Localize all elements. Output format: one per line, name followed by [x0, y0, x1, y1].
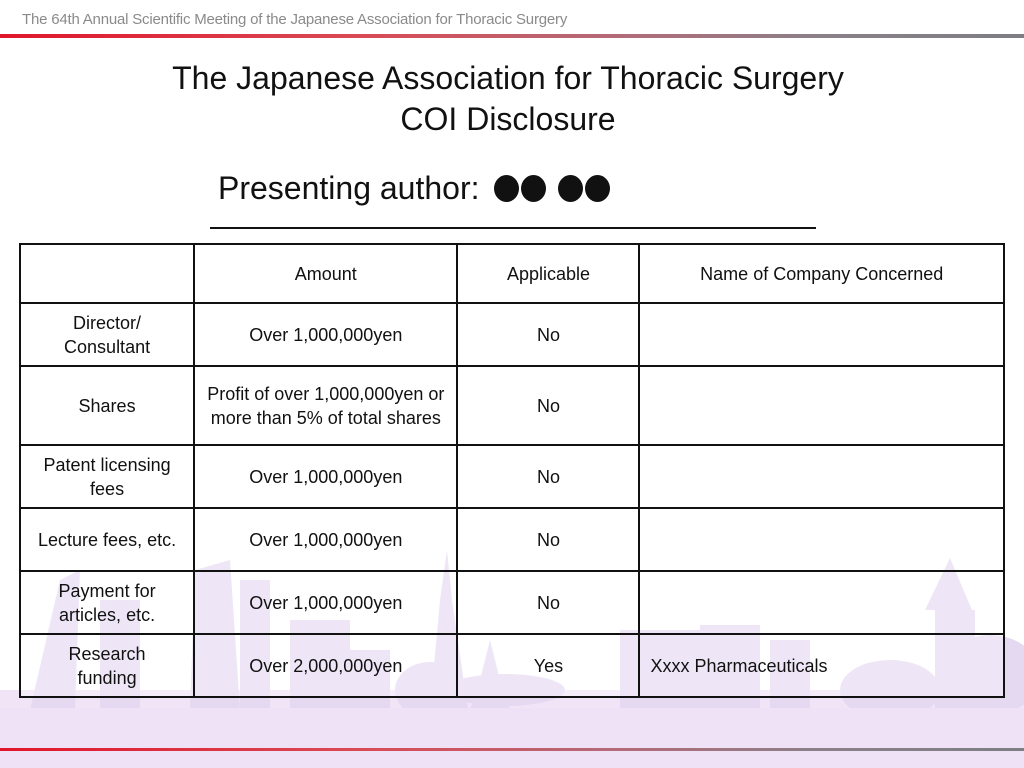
applicable-cell: No — [457, 571, 639, 634]
conference-header: The 64th Annual Scientific Meeting of the Japanese Association for Thoracic Surgery — [22, 11, 568, 28]
company-cell: Xxxx Pharmaceuticals — [639, 634, 1004, 697]
presenting-author-label: Presenting author: — [218, 170, 480, 206]
company-cell — [639, 366, 1004, 445]
applicable-cell: No — [457, 366, 639, 445]
table-row — [20, 571, 1004, 634]
table-row — [20, 508, 1004, 571]
company-cell — [639, 508, 1004, 571]
header-cell-company: Name of Company Concerned — [639, 244, 1004, 303]
header-cell-amount: Amount — [194, 244, 457, 303]
header-cell-applicable: Applicable — [457, 244, 639, 303]
coi-disclosure-table — [19, 243, 1005, 698]
category-cell: Director/ Consultant — [20, 303, 194, 366]
footer-accent-rule — [0, 748, 1024, 751]
placeholder-dot-icon — [585, 175, 610, 202]
applicable-cell: No — [457, 303, 639, 366]
table-header-row — [20, 244, 1004, 303]
amount-cell: Over 1,000,000yen — [194, 571, 457, 634]
table-row — [20, 634, 1004, 697]
applicable-cell: Yes — [457, 634, 639, 697]
amount-cell: Profit of over 1,000,000yen or more than 5% of total shares — [194, 366, 457, 445]
presenting-author — [218, 170, 612, 207]
category-cell: Payment for articles, etc. — [20, 571, 194, 634]
category-cell: Patent licensing fees — [20, 445, 194, 508]
placeholder-dot-icon — [558, 175, 583, 202]
presenter-name-placeholder — [494, 175, 612, 202]
slide-title-line1: The Japanese Association for Thoracic Surgery — [172, 60, 844, 96]
amount-cell: Over 1,000,000yen — [194, 445, 457, 508]
table-row — [20, 303, 1004, 366]
table-row — [20, 366, 1004, 445]
amount-cell: Over 2,000,000yen — [194, 634, 457, 697]
presenter-underline — [210, 227, 816, 229]
category-cell: Lecture fees, etc. — [20, 508, 194, 571]
category-cell: Research funding — [20, 634, 194, 697]
company-cell — [639, 303, 1004, 366]
company-cell — [639, 445, 1004, 508]
header-accent-rule — [0, 34, 1024, 38]
category-cell: Shares — [20, 366, 194, 445]
placeholder-dot-icon — [521, 175, 546, 202]
applicable-cell: No — [457, 508, 639, 571]
amount-cell: Over 1,000,000yen — [194, 508, 457, 571]
applicable-cell: No — [457, 445, 639, 508]
slide-title-line2: COI Disclosure — [400, 101, 616, 137]
company-cell — [639, 571, 1004, 634]
slide-title — [0, 58, 1016, 140]
placeholder-dot-icon — [494, 175, 519, 202]
header-cell-blank — [20, 244, 194, 303]
amount-cell: Over 1,000,000yen — [194, 303, 457, 366]
table-row — [20, 445, 1004, 508]
